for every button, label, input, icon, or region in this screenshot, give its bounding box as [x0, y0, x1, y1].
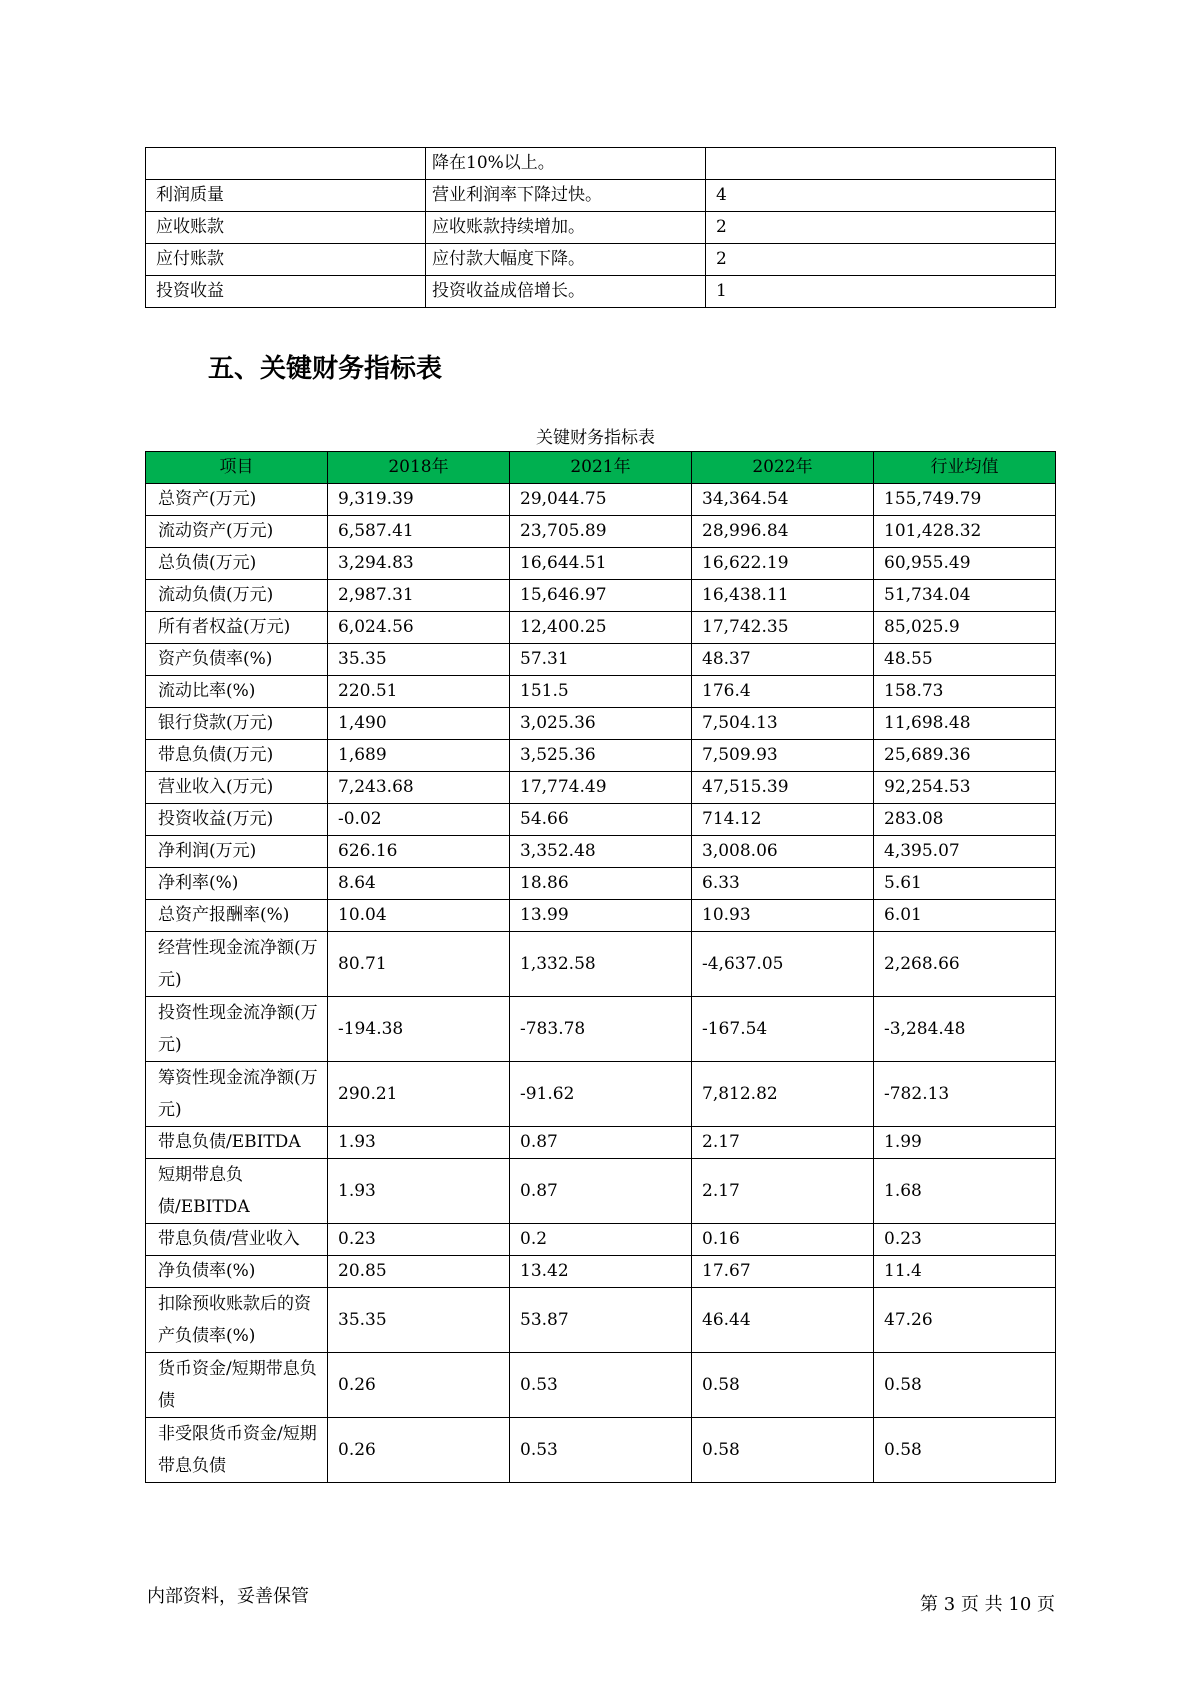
table-row — [146, 1256, 1056, 1288]
table-cell: 48.37 — [692, 644, 874, 676]
row-label: 所有者权益(万元) — [146, 612, 328, 644]
table-cell: 47,515.39 — [692, 772, 874, 804]
table-cell: 17,742.35 — [692, 612, 874, 644]
row-label: 总资产报酬率(%) — [146, 900, 328, 932]
table-cell: 1,490 — [328, 708, 510, 740]
table-cell: 7,509.93 — [692, 740, 874, 772]
row-label: 银行贷款(万元) — [146, 708, 328, 740]
table-cell: 应付账款 — [146, 244, 426, 276]
table-cell: -0.02 — [328, 804, 510, 836]
table-cell: 714.12 — [692, 804, 874, 836]
table-cell — [146, 148, 426, 180]
table-cell: -3,284.48 — [874, 997, 1056, 1062]
table-cell: 利润质量 — [146, 180, 426, 212]
table-row — [146, 804, 1056, 836]
table-cell: 0.53 — [510, 1418, 692, 1483]
row-label: 营业收入(万元) — [146, 772, 328, 804]
table-cell: 34,364.54 — [692, 484, 874, 516]
column-header: 项目 — [146, 452, 328, 484]
table-cell: 0.53 — [510, 1353, 692, 1418]
row-label: 总资产(万元) — [146, 484, 328, 516]
table-cell: 营业利润率下降过快。 — [426, 180, 706, 212]
table-cell: 0.87 — [510, 1159, 692, 1224]
table-cell: 2 — [706, 212, 1056, 244]
table-cell: 16,644.51 — [510, 548, 692, 580]
table-cell: 0.58 — [874, 1353, 1056, 1418]
row-label: 经营性现金流净额(万元) — [146, 932, 328, 997]
table-cell: 1.93 — [328, 1127, 510, 1159]
table-cell: 1.68 — [874, 1159, 1056, 1224]
table-cell: 1,332.58 — [510, 932, 692, 997]
table-cell: 46.44 — [692, 1288, 874, 1353]
table-cell: 85,025.9 — [874, 612, 1056, 644]
row-label: 带息负债/EBITDA — [146, 1127, 328, 1159]
table-cell: 11.4 — [874, 1256, 1056, 1288]
footer-confidential-note: 内部资料，妥善保管 — [147, 1586, 309, 1607]
row-label: 投资收益(万元) — [146, 804, 328, 836]
table-cell: 1,689 — [328, 740, 510, 772]
table-cell: 2.17 — [692, 1127, 874, 1159]
table-cell: 6.01 — [874, 900, 1056, 932]
table-cell: 0.23 — [328, 1224, 510, 1256]
table-cell: 0.87 — [510, 1127, 692, 1159]
table-cell: 6,587.41 — [328, 516, 510, 548]
table-cell: 47.26 — [874, 1288, 1056, 1353]
table-cell: 11,698.48 — [874, 708, 1056, 740]
table-cell: 7,812.82 — [692, 1062, 874, 1127]
table-cell: 53.87 — [510, 1288, 692, 1353]
table-cell: -782.13 — [874, 1062, 1056, 1127]
table-cell: 290.21 — [328, 1062, 510, 1127]
table-row — [146, 1224, 1056, 1256]
table-cell: 17,774.49 — [510, 772, 692, 804]
table-cell: 80.71 — [328, 932, 510, 997]
table-cell: 16,622.19 — [692, 548, 874, 580]
column-header: 2021年 — [510, 452, 692, 484]
table-cell: 0.16 — [692, 1224, 874, 1256]
row-label: 净利率(%) — [146, 868, 328, 900]
table-cell: 54.66 — [510, 804, 692, 836]
table-cell: 降在10%以上。 — [426, 148, 706, 180]
table-cell: 4,395.07 — [874, 836, 1056, 868]
table-cell: 投资收益成倍增长。 — [426, 276, 706, 308]
table-cell: 2.17 — [692, 1159, 874, 1224]
footer-page-number: 第 3 页 共 10 页 — [920, 1594, 1055, 1615]
row-label: 货币资金/短期带息负债 — [146, 1353, 328, 1418]
row-label: 带息负债/营业收入 — [146, 1224, 328, 1256]
table-cell: 3,294.83 — [328, 548, 510, 580]
row-label: 总负债(万元) — [146, 548, 328, 580]
row-label: 投资性现金流净额(万元) — [146, 997, 328, 1062]
column-header: 2022年 — [692, 452, 874, 484]
table-cell: 0.58 — [692, 1353, 874, 1418]
table-row — [146, 900, 1056, 932]
table-cell: 0.26 — [328, 1353, 510, 1418]
table-row — [146, 212, 1056, 244]
row-label: 短期带息负债/EBITDA — [146, 1159, 328, 1224]
row-label: 非受限货币资金/短期带息负债 — [146, 1418, 328, 1483]
table-cell: 15,646.97 — [510, 580, 692, 612]
table-row — [146, 244, 1056, 276]
table-cell: 3,025.36 — [510, 708, 692, 740]
table-cell: 0.58 — [874, 1418, 1056, 1483]
row-label: 流动比率(%) — [146, 676, 328, 708]
table-cell: 0.58 — [692, 1418, 874, 1483]
table-cell: 7,243.68 — [328, 772, 510, 804]
table-cell: 13.99 — [510, 900, 692, 932]
table-cell: 92,254.53 — [874, 772, 1056, 804]
table-cell: 6.33 — [692, 868, 874, 900]
table-row — [146, 1159, 1056, 1224]
table-cell: -194.38 — [328, 997, 510, 1062]
table-cell: 3,008.06 — [692, 836, 874, 868]
table-row — [146, 932, 1056, 997]
table-row — [146, 148, 1056, 180]
table-cell: 应收账款 — [146, 212, 426, 244]
table-cell: 35.35 — [328, 644, 510, 676]
table-cell: 6,024.56 — [328, 612, 510, 644]
table-cell: 12,400.25 — [510, 612, 692, 644]
table-cell: 35.35 — [328, 1288, 510, 1353]
row-label: 流动负债(万元) — [146, 580, 328, 612]
table-row — [146, 612, 1056, 644]
key-financial-indicators-table — [145, 451, 1056, 1483]
table-caption: 关键财务指标表 — [536, 428, 655, 448]
table-cell: 5.61 — [874, 868, 1056, 900]
table-cell: 1 — [706, 276, 1056, 308]
row-label: 净负债率(%) — [146, 1256, 328, 1288]
section-heading: 五、关键财务指标表 — [208, 354, 443, 384]
table-cell: 51,734.04 — [874, 580, 1056, 612]
table-row — [146, 836, 1056, 868]
table-cell: 10.04 — [328, 900, 510, 932]
table-cell: 28,996.84 — [692, 516, 874, 548]
table-cell: 101,428.32 — [874, 516, 1056, 548]
table-cell: 220.51 — [328, 676, 510, 708]
table-cell: 10.93 — [692, 900, 874, 932]
table-cell: 283.08 — [874, 804, 1056, 836]
table-row — [146, 997, 1056, 1062]
row-label: 净利润(万元) — [146, 836, 328, 868]
table-row — [146, 276, 1056, 308]
row-label: 资产负债率(%) — [146, 644, 328, 676]
table-cell: 57.31 — [510, 644, 692, 676]
table-row — [146, 740, 1056, 772]
table-cell — [706, 148, 1056, 180]
table-cell: 18.86 — [510, 868, 692, 900]
table-row — [146, 1288, 1056, 1353]
table-row — [146, 180, 1056, 212]
table-cell: 0.23 — [874, 1224, 1056, 1256]
table-cell: 17.67 — [692, 1256, 874, 1288]
table-cell: 应收账款持续增加。 — [426, 212, 706, 244]
table-cell: 2 — [706, 244, 1056, 276]
table-header-row — [146, 452, 1056, 484]
table-cell: 20.85 — [328, 1256, 510, 1288]
table-cell: 151.5 — [510, 676, 692, 708]
table-cell: 0.26 — [328, 1418, 510, 1483]
table-cell: 176.4 — [692, 676, 874, 708]
table-cell: 1.99 — [874, 1127, 1056, 1159]
table-cell: 3,525.36 — [510, 740, 692, 772]
table-cell: 2,268.66 — [874, 932, 1056, 997]
table-cell: -91.62 — [510, 1062, 692, 1127]
table-cell: 9,319.39 — [328, 484, 510, 516]
table-cell: 155,749.79 — [874, 484, 1056, 516]
table-cell: 3,352.48 — [510, 836, 692, 868]
table-row — [146, 1353, 1056, 1418]
table-cell: -783.78 — [510, 997, 692, 1062]
table-cell: 1.93 — [328, 1159, 510, 1224]
table-cell: 应付款大幅度下降。 — [426, 244, 706, 276]
table-row — [146, 1418, 1056, 1483]
table-row — [146, 516, 1056, 548]
risk-table — [145, 147, 1056, 308]
table-row — [146, 548, 1056, 580]
row-label: 扣除预收账款后的资产负债率(%) — [146, 1288, 328, 1353]
table-row — [146, 1062, 1056, 1127]
column-header: 2018年 — [328, 452, 510, 484]
row-label: 筹资性现金流净额(万元) — [146, 1062, 328, 1127]
table-cell: 8.64 — [328, 868, 510, 900]
table-row — [146, 644, 1056, 676]
row-label: 流动资产(万元) — [146, 516, 328, 548]
table-cell: 16,438.11 — [692, 580, 874, 612]
table-cell: 投资收益 — [146, 276, 426, 308]
table-cell: -4,637.05 — [692, 932, 874, 997]
table-cell: 158.73 — [874, 676, 1056, 708]
table-cell: 23,705.89 — [510, 516, 692, 548]
column-header: 行业均值 — [874, 452, 1056, 484]
table-row — [146, 868, 1056, 900]
table-cell: 0.2 — [510, 1224, 692, 1256]
table-cell: 7,504.13 — [692, 708, 874, 740]
row-label: 带息负债(万元) — [146, 740, 328, 772]
table-cell: 60,955.49 — [874, 548, 1056, 580]
table-cell: 29,044.75 — [510, 484, 692, 516]
table-row — [146, 1127, 1056, 1159]
table-row — [146, 772, 1056, 804]
table-cell: 25,689.36 — [874, 740, 1056, 772]
table-cell: 48.55 — [874, 644, 1056, 676]
table-row — [146, 676, 1056, 708]
table-row — [146, 484, 1056, 516]
table-cell: 4 — [706, 180, 1056, 212]
table-cell: 626.16 — [328, 836, 510, 868]
table-row — [146, 708, 1056, 740]
table-cell: 2,987.31 — [328, 580, 510, 612]
table-row — [146, 580, 1056, 612]
table-cell: -167.54 — [692, 997, 874, 1062]
table-cell: 13.42 — [510, 1256, 692, 1288]
